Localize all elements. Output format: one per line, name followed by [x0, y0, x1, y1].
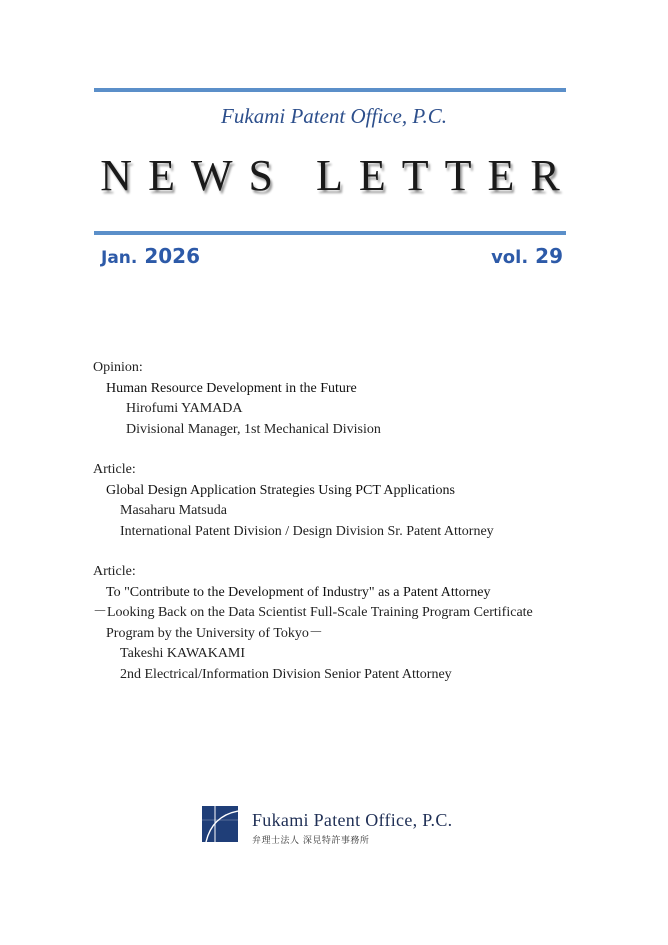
section-label: Opinion:: [93, 360, 143, 375]
entry-subtitle-line-1: －Looking Back on the Data Scientist Full-Scale Training Program Certificate: [93, 605, 533, 620]
contents-section-article-1: [93, 460, 573, 542]
entry-title: Global Design Application Strategies Using PCT Applications: [106, 482, 455, 498]
issue-month: Jan.: [101, 248, 138, 268]
bottom-divider: [94, 231, 566, 235]
logo-mark: [202, 806, 238, 842]
author-role: International Patent Division / Design Division Sr. Patent Attorney: [120, 523, 494, 539]
table-of-contents: [93, 358, 573, 705]
issue-year: 2026: [144, 244, 200, 268]
fukami-logo-icon: [202, 806, 238, 842]
entry-title: To "Contribute to the Development of Industry" as a Patent Attorney: [106, 584, 491, 600]
entry-subtitle-line-2: Program by the University of Tokyo－: [106, 625, 323, 641]
section-label: Article:: [93, 564, 136, 579]
contents-section-opinion: [93, 358, 573, 440]
author-role: Divisional Manager, 1st Mechanical Division: [126, 421, 381, 437]
newsletter-title: NEWS LETTER: [100, 151, 576, 200]
issue-volume: [491, 244, 563, 268]
entry-title: Human Resource Development in the Future: [106, 380, 357, 396]
office-title: Fukami Patent Office, P.C.: [221, 104, 447, 128]
volume-label: vol.: [491, 247, 529, 268]
footer-office-name: Fukami Patent Office, P.C.: [252, 810, 453, 830]
author-name: Hirofumi YAMADA: [126, 401, 243, 416]
volume-number: 29: [535, 244, 563, 268]
author-role: 2nd Electrical/Information Division Senior Patent Attorney: [120, 666, 452, 682]
issue-date: [101, 244, 200, 268]
author-name: Masaharu Matsuda: [120, 503, 227, 518]
footer-office-name-jp: 弁理士法人 深見特許事務所: [252, 836, 370, 846]
author-name: Takeshi KAWAKAMI: [120, 646, 246, 661]
contents-section-article-2: [93, 562, 573, 685]
section-label: Article:: [93, 462, 136, 477]
top-divider: [94, 88, 566, 92]
